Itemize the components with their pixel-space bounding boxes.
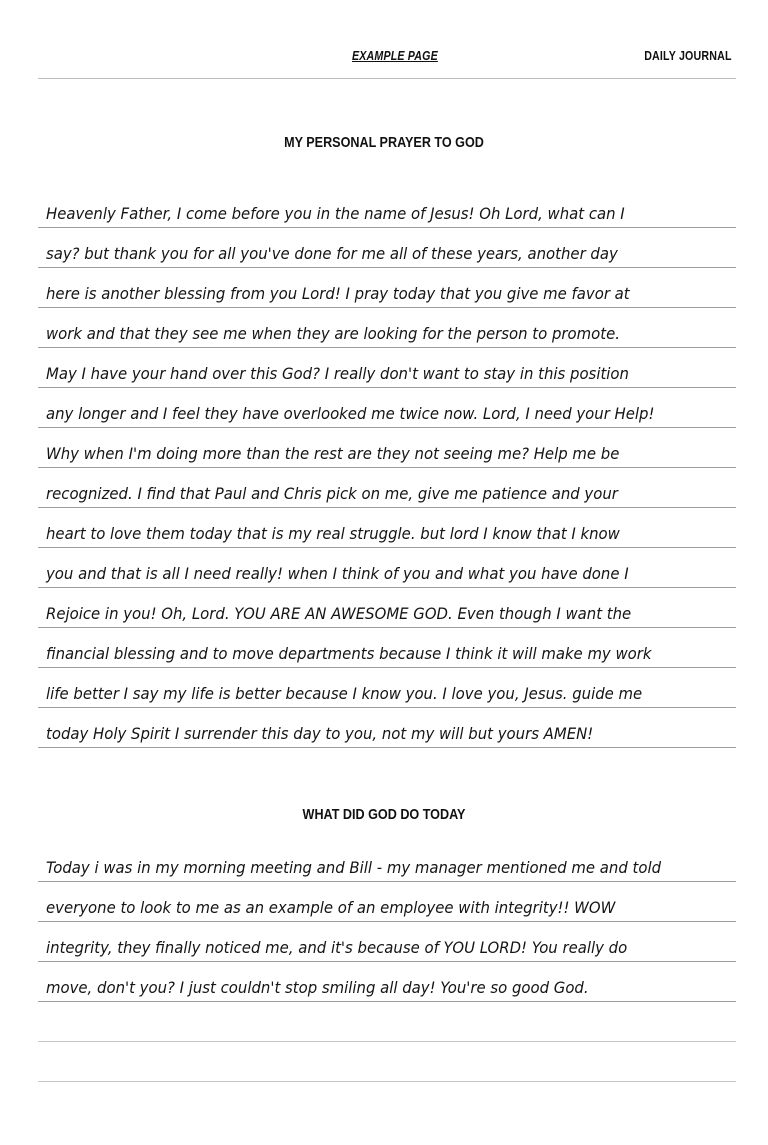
prayer-line (38, 588, 736, 628)
prayer-line-text: life better I say my life is better because I know you. I love you, Jesus. guide me (46, 684, 643, 703)
prayer-line-text: Heavenly Father, I come before you in the name of Jesus! Oh Lord, what can I (46, 204, 625, 223)
prayer-line (38, 188, 736, 228)
today-lines (38, 842, 736, 1002)
prayer-line-text: heart to love them today that is my real struggle. but lord I know that I know (46, 524, 620, 543)
header-divider (38, 78, 736, 79)
prayer-line-text: here is another blessing from you Lord! I pray today that you give me favor at (46, 284, 630, 303)
today-line (38, 882, 736, 922)
prayer-line (38, 628, 736, 668)
blank-writing-line (38, 1081, 736, 1082)
prayer-line (38, 428, 736, 468)
today-line-text: everyone to look to me as an example of an employee with integrity!! WOW (46, 898, 616, 917)
daily-journal-label: DAILY JOURNAL (644, 48, 732, 63)
example-page-label: EXAMPLE PAGE (352, 48, 438, 63)
today-line-text: Today i was in my morning meeting and Bill - my manager mentioned me and told (46, 858, 662, 877)
prayer-line (38, 548, 736, 588)
prayer-line-text: you and that is all I need really! when I think of you and what you have done I (46, 564, 629, 583)
prayer-line (38, 388, 736, 428)
today-line (38, 922, 736, 962)
prayer-line-text: Rejoice in you! Oh, Lord. YOU ARE AN AWESOME GOD. Even though I want the (46, 604, 632, 623)
prayer-line (38, 348, 736, 388)
prayer-line-text: say? but thank you for all you've done for me all of these years, another day (46, 244, 618, 263)
prayer-line (38, 308, 736, 348)
prayer-line-text: any longer and I feel they have overlooked me twice now. Lord, I need your Help! (46, 404, 655, 423)
prayer-line-text: recognized. I find that Paul and Chris pick on me, give me patience and your (46, 484, 618, 503)
prayer-line-text: Why when I'm doing more than the rest are they not seeing me? Help me be (46, 444, 620, 463)
prayer-heading: MY PERSONAL PRAYER TO GOD (284, 134, 484, 151)
prayer-line (38, 228, 736, 268)
today-line-text: integrity, they finally noticed me, and it's because of YOU LORD! You really do (46, 938, 628, 957)
today-line (38, 962, 736, 1002)
prayer-line (38, 468, 736, 508)
blank-writing-line (38, 1041, 736, 1042)
today-line-text: move, don't you? I just couldn't stop smiling all day! You're so good God. (46, 978, 589, 997)
prayer-line-text: today Holy Spirit I surrender this day to you, not my will but yours AMEN! (46, 724, 594, 743)
prayer-lines (38, 188, 736, 748)
prayer-line (38, 708, 736, 748)
prayer-line (38, 268, 736, 308)
today-line (38, 842, 736, 882)
today-heading: WHAT DID GOD DO TODAY (302, 806, 466, 823)
prayer-line (38, 668, 736, 708)
prayer-line-text: May I have your hand over this God? I really don't want to stay in this position (46, 364, 629, 383)
prayer-line (38, 508, 736, 548)
prayer-line-text: work and that they see me when they are looking for the person to promote. (46, 324, 620, 343)
prayer-line-text: financial blessing and to move departments because I think it will make my work (46, 644, 652, 663)
